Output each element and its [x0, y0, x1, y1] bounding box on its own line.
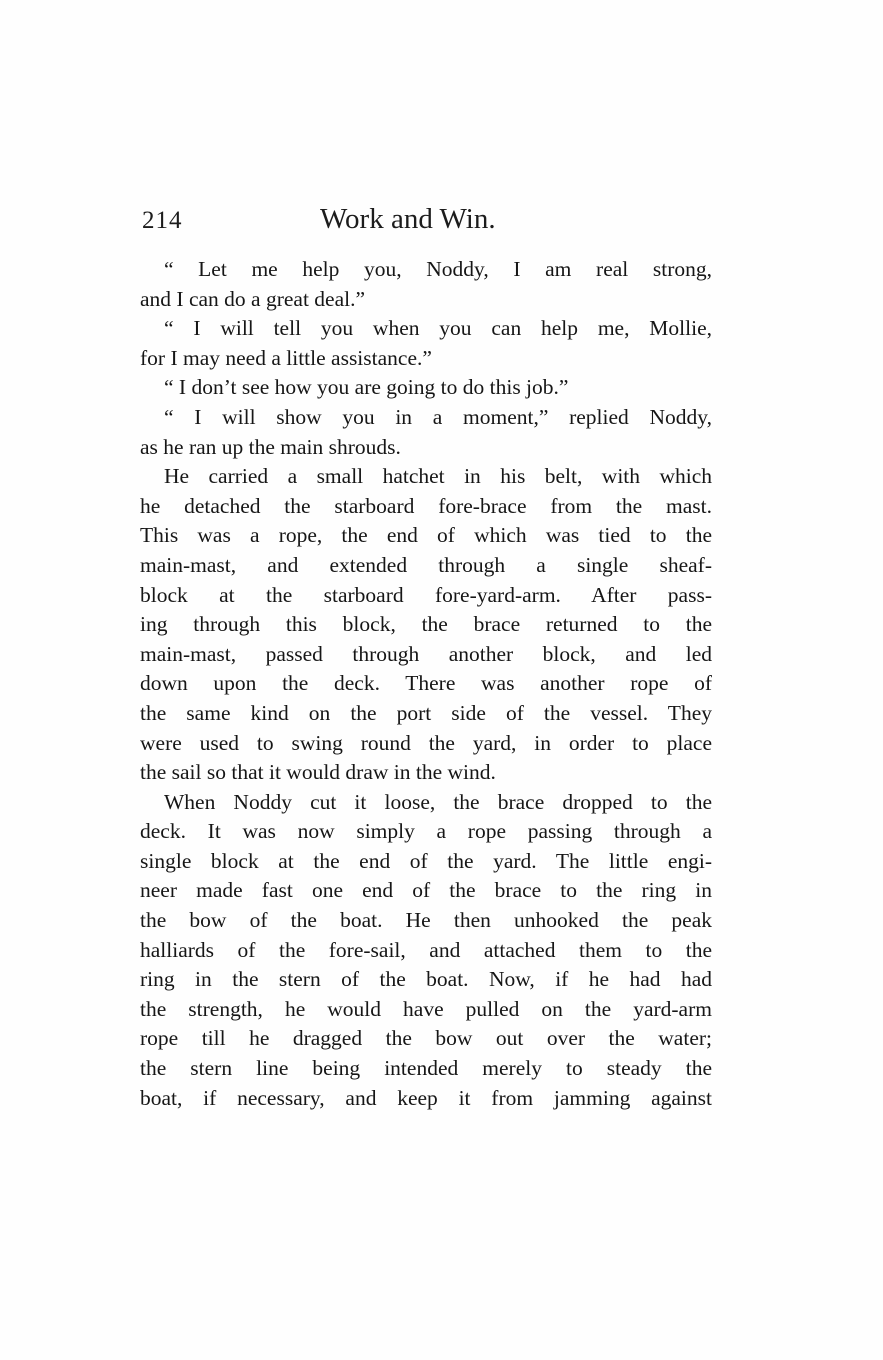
text-line: When Noddy cut it loose, the brace dropped to the: [164, 789, 712, 814]
text-line: rope till he dragged the bow out over the water;: [140, 1026, 712, 1051]
text-line: block at the starboard fore-yard-arm. After pass-: [140, 582, 712, 607]
text-line: single block at the end of the yard. The little engi-: [140, 848, 712, 873]
text-line: deck. It was now simply a rope passing through a: [140, 819, 712, 844]
text-line: and I can do a great deal.”: [140, 286, 366, 311]
body-text: [140, 255, 712, 1113]
text-line: This was a rope, the end of which was tied to the: [140, 523, 712, 548]
running-head: [142, 203, 714, 239]
text-line: halliards of the fore-sail, and attached them to the: [140, 937, 712, 962]
text-line: ring in the stern of the boat. Now, if he had had: [140, 967, 712, 992]
text-line: down upon the deck. There was another rope of: [140, 671, 712, 696]
text-line: He carried a small hatchet in his belt, with which: [164, 464, 712, 489]
text-line: the same kind on the port side of the vessel. They: [140, 700, 712, 725]
text-line: “ Let me help you, Noddy, I am real strong,: [164, 257, 712, 281]
text-line: the bow of the boat. He then unhooked the peak: [140, 908, 712, 933]
text-line: were used to swing round the yard, in order to place: [140, 730, 712, 755]
text-line: “ I don’t see how you are going to do this job.”: [164, 375, 569, 400]
text-line: he detached the starboard fore-brace from the mast.: [140, 493, 712, 518]
text-line: neer made fast one end of the brace to the ring in: [140, 878, 712, 903]
text-line: “ I will tell you when you can help me, Mollie,: [164, 316, 712, 341]
text-line: the strength, he would have pulled on the yard-arm: [140, 996, 712, 1021]
text-line: boat, if necessary, and keep it from jamming against: [140, 1085, 712, 1110]
text-line: the stern line being intended merely to steady the: [140, 1056, 712, 1081]
page-number: 214: [142, 207, 183, 234]
text-line: main-mast, and extended through a single sheaf-: [140, 552, 712, 577]
text-line: for I may need a little assistance.”: [140, 345, 432, 370]
text-line: “ I will show you in a moment,” replied Noddy,: [164, 404, 712, 429]
text-line: the sail so that it would draw in the wind.: [140, 760, 496, 785]
running-title: Work and Win.: [320, 203, 496, 235]
text-line: ing through this block, the brace returned to the: [140, 612, 712, 637]
text-line: main-mast, passed through another block, and led: [140, 641, 712, 666]
text-line: as he ran up the main shrouds.: [140, 434, 401, 459]
